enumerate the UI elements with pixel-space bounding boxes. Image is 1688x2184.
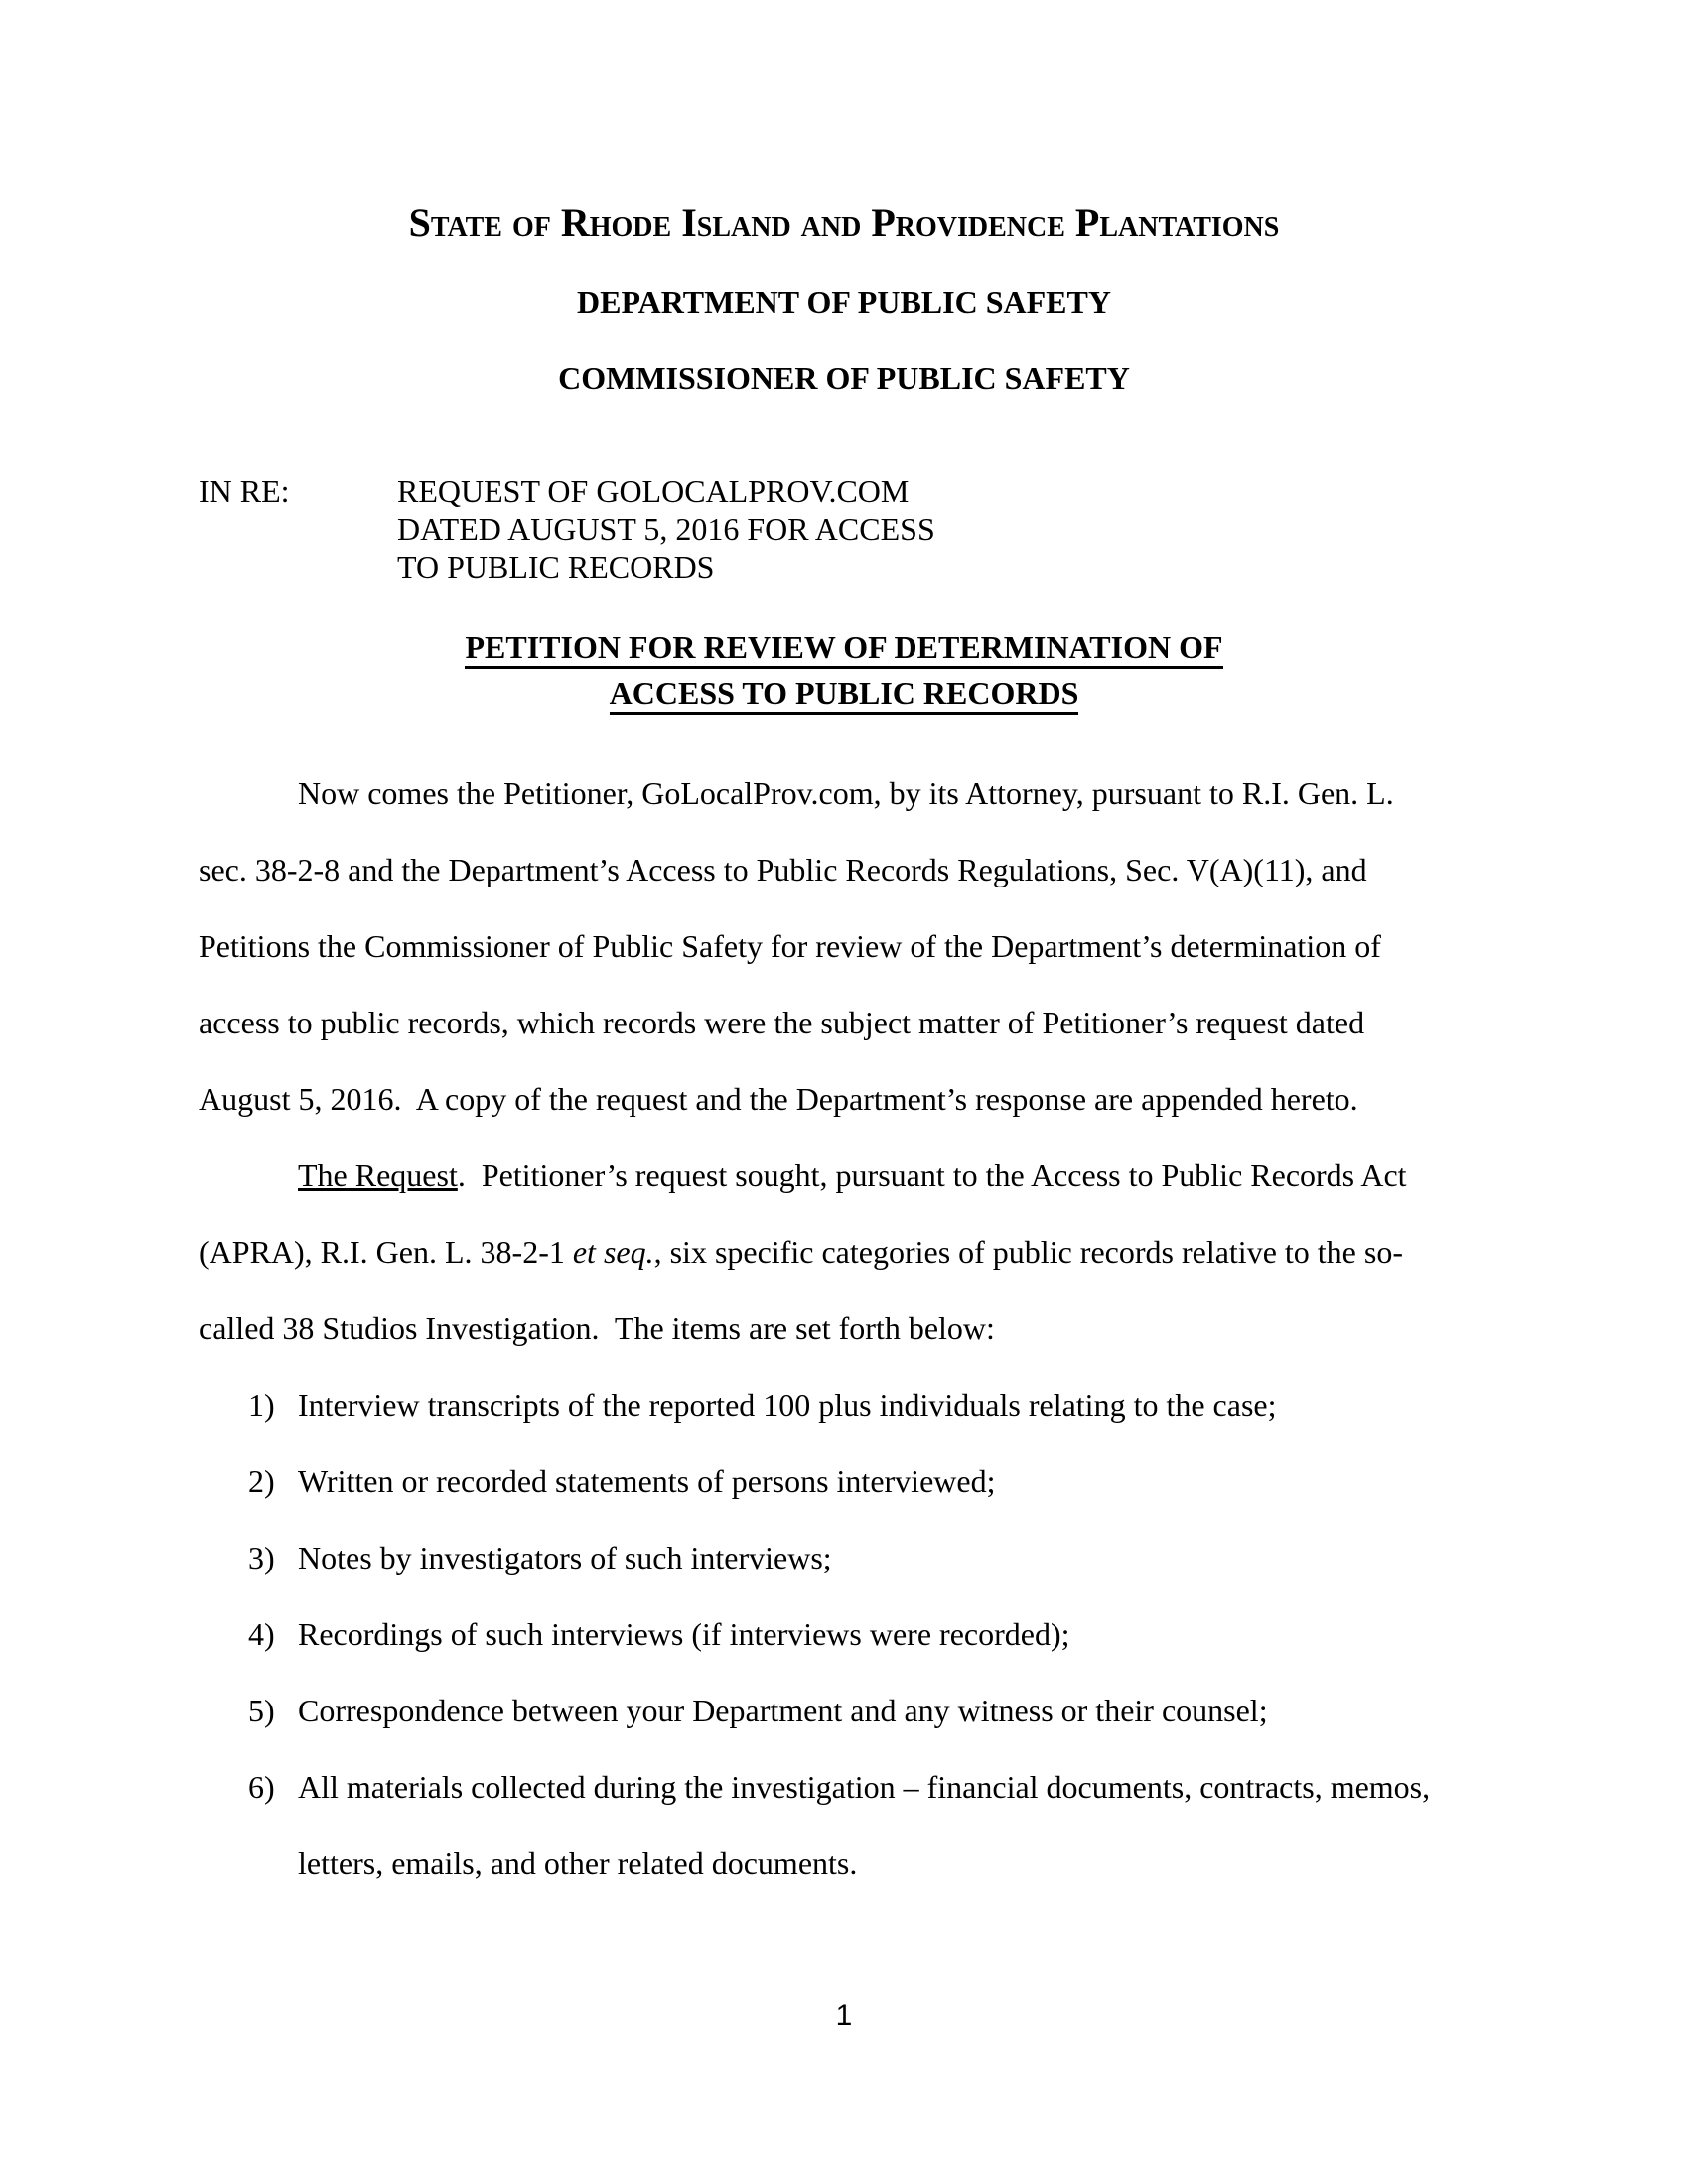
list-marker: 6) xyxy=(248,1769,275,1805)
paragraph-line: sec. 38-2-8 and the Department’s Access to Public Records Regulations, Sec. V(A)(11), and xyxy=(199,852,1367,887)
list-marker: 1) xyxy=(248,1387,275,1423)
latin-phrase: et seq. xyxy=(572,1234,654,1270)
paragraph-line: called 38 Studios Investigation. The items are set forth below: xyxy=(199,1310,995,1346)
court-name: State of Rhode Island and Providence Plantations xyxy=(408,201,1280,245)
list-item-line: Notes by investigators of such interviews; xyxy=(298,1540,832,1575)
list-marker: 3) xyxy=(248,1540,275,1575)
paragraph-line: access to public records, which records were the subject matter of Petitioner’s request dated xyxy=(199,1005,1365,1040)
list-marker: 4) xyxy=(248,1616,275,1652)
document-title-text: PETITION FOR REVIEW OF DETERMINATION OF xyxy=(465,629,1222,669)
list-item xyxy=(199,1367,1489,1443)
paragraph-2 xyxy=(199,1138,1489,1367)
in-re-line: DATED AUGUST 5, 2016 FOR ACCESS xyxy=(397,511,935,547)
list-marker: 5) xyxy=(248,1693,275,1728)
document-title-line xyxy=(199,670,1489,716)
in-re-line: REQUEST OF GOLOCALPROV.COM xyxy=(397,474,910,509)
list-marker: 2) xyxy=(248,1463,275,1499)
request-items-list xyxy=(199,1367,1489,1902)
request-label: The Request xyxy=(298,1158,458,1193)
list-item xyxy=(199,1749,1489,1902)
page-number: 1 xyxy=(835,1999,853,2032)
department-heading: DEPARTMENT OF PUBLIC SAFETY xyxy=(577,284,1111,320)
paragraph-line xyxy=(199,1138,1489,1214)
list-item xyxy=(199,1520,1489,1596)
list-item-line: Written or recorded statements of persons interviewed; xyxy=(298,1463,996,1499)
list-item-line: Correspondence between your Department and any witness or their counsel; xyxy=(298,1693,1268,1728)
paragraph-1 xyxy=(199,755,1489,1138)
list-item xyxy=(199,1443,1489,1520)
commissioner-heading: COMMISSIONER OF PUBLIC SAFETY xyxy=(558,360,1130,396)
paragraph-line xyxy=(199,1214,1489,1291)
paragraph-text: (APRA), R.I. Gen. L. 38-2-1 xyxy=(199,1234,573,1270)
paragraph-text: , six specific categories of public records relative to the so- xyxy=(653,1234,1403,1270)
in-re-block xyxy=(199,473,1489,586)
list-item-line: Interview transcripts of the reported 100 plus individuals relating to the case; xyxy=(298,1387,1277,1423)
paragraph-line: Petitions the Commissioner of Public Safety for review of the Department’s determination of xyxy=(199,928,1381,964)
document-title-line xyxy=(199,624,1489,670)
document-content xyxy=(199,0,1489,1902)
document-title-text: ACCESS TO PUBLIC RECORDS xyxy=(610,675,1079,715)
document-title xyxy=(199,624,1489,716)
paragraph-line: August 5, 2016. A copy of the request and the Department’s response are appended hereto. xyxy=(199,1081,1358,1117)
paragraph-line: Now comes the Petitioner, GoLocalProv.com, by its Attorney, pursuant to R.I. Gen. L. xyxy=(298,775,1394,811)
in-re-line: TO PUBLIC RECORDS xyxy=(397,549,715,585)
list-item xyxy=(199,1596,1489,1673)
list-item-line: All materials collected during the investigation – financial documents, contracts, memos, xyxy=(298,1769,1431,1805)
list-item-line: letters, emails, and other related documents. xyxy=(298,1845,858,1881)
list-item xyxy=(199,1673,1489,1749)
in-re-label: IN RE: xyxy=(199,474,290,509)
list-item-line: Recordings of such interviews (if interviews were recorded); xyxy=(298,1616,1070,1652)
in-re-lines xyxy=(397,473,1489,586)
paragraph-text: . Petitioner’s request sought, pursuant to the Access to Public Records Act xyxy=(457,1158,1407,1193)
